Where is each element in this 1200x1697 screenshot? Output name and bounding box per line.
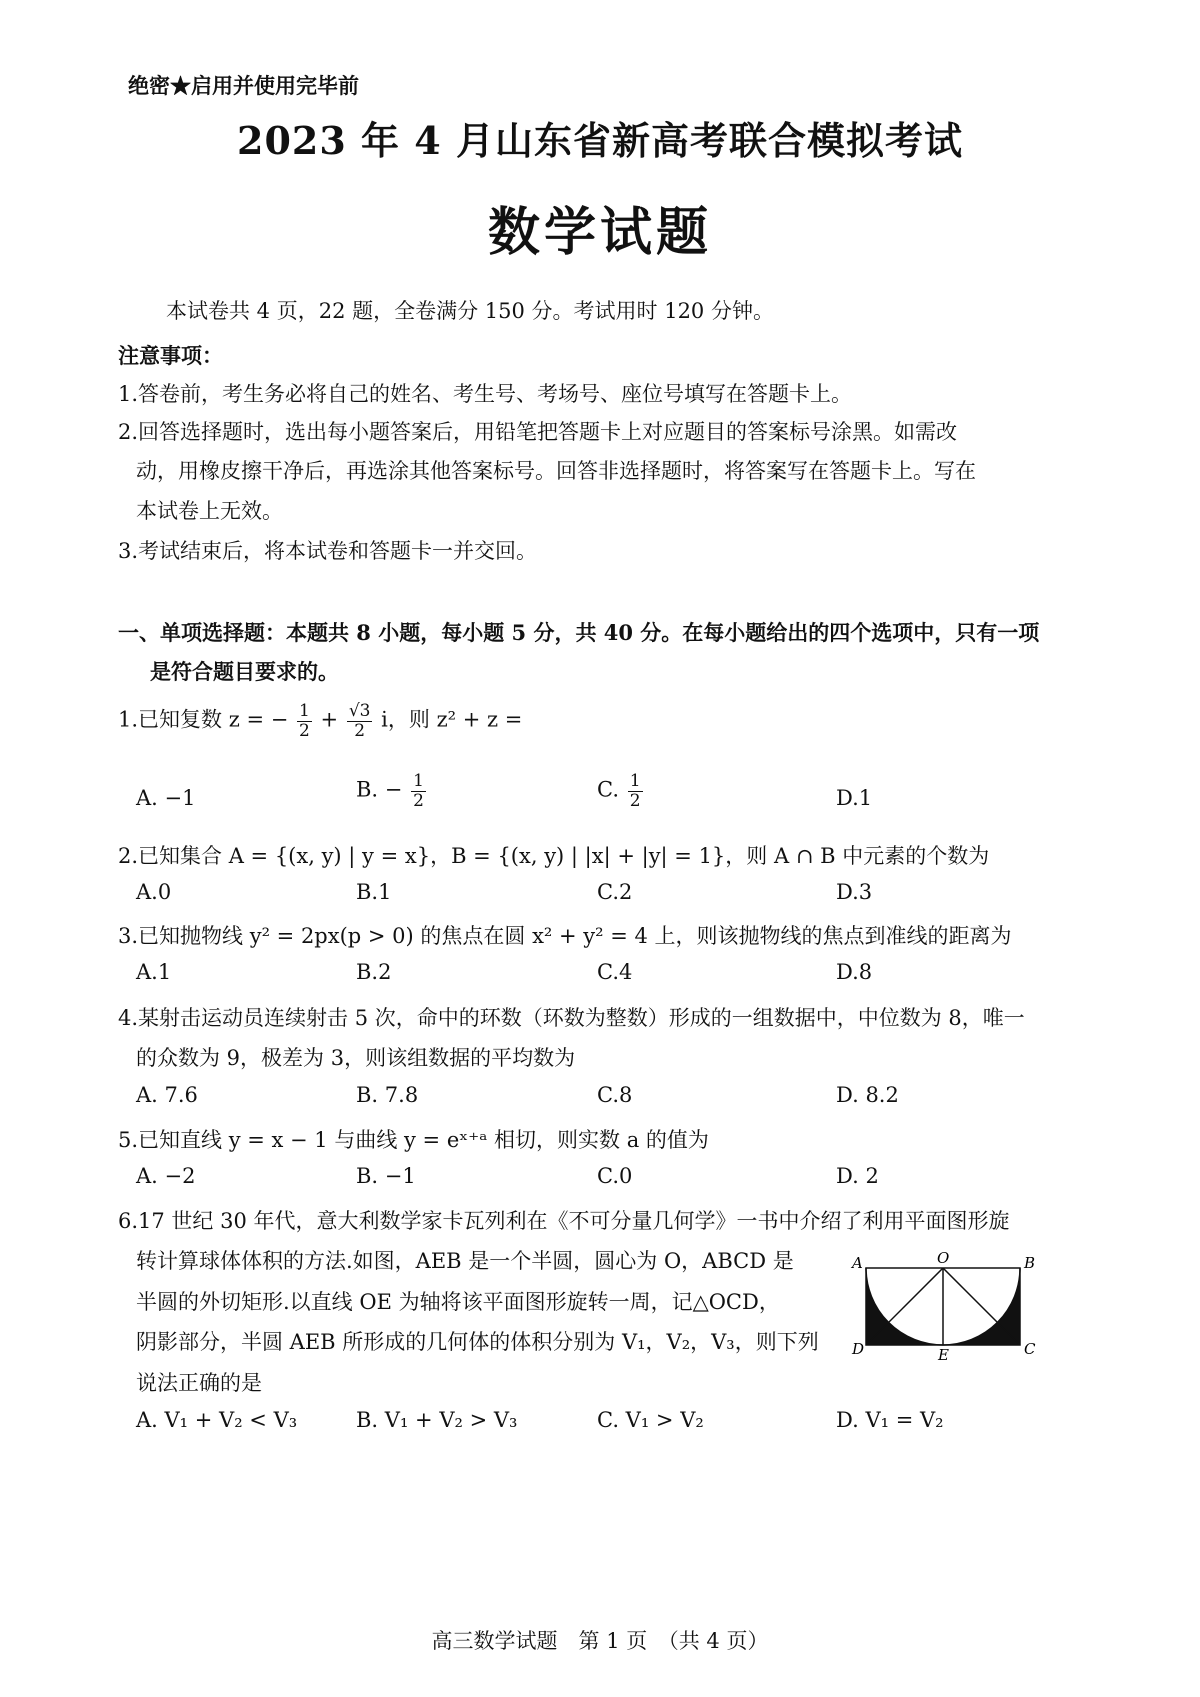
question-3: 3.已知抛物线 y² = 2px(p > 0) 的焦点在圆 x² + y² = 4 上，则该抛物线的焦点到准线的距离为 [118, 924, 1012, 948]
q5-option-c: C.0 [597, 1164, 633, 1188]
q1-option-b [356, 772, 428, 810]
q3-option-d: D.8 [836, 960, 873, 984]
question-6-line-5: 说法正确的是 [136, 1371, 262, 1395]
section-1-heading: 一、单项选择题：本题共 8 小题，每小题 5 分，共 40 分。在每小题给出的四个选项中，只有一项 [118, 620, 1040, 645]
q1-c-fraction [628, 772, 643, 810]
label-b: B [1024, 1254, 1036, 1272]
question-6-line-4: 阴影部分，半圆 AEB 所形成的几何体的体积分别为 V₁，V₂，V₃，则下列 [136, 1330, 819, 1354]
question-6-line-1: 6.17 世纪 30 年代，意大利数学家卡瓦列利在《不可分量几何学》一书中介绍了利用平面图形旋 [118, 1209, 1010, 1233]
q1-b-num: 1 [413, 771, 424, 791]
subject-title: 数学试题 [487, 202, 712, 263]
q6-option-b: B. V₁ + V₂ > V₃ [356, 1408, 518, 1432]
q1-b-den: 2 [413, 790, 424, 811]
note-2-line-1: 2.回答选择题时，选出每小题答案后，用铅笔把答题卡上对应题目的答案标号涂黑。如需改 [118, 420, 958, 444]
label-o: O [937, 1250, 950, 1267]
label-a: A [852, 1254, 863, 1272]
q5-option-d: D. 2 [836, 1164, 879, 1188]
q2-option-a: A.0 [136, 880, 172, 904]
q4-option-d: D. 8.2 [836, 1083, 899, 1107]
q1-f2-num: √3 [348, 701, 371, 721]
q4-option-b: B. 7.8 [356, 1083, 419, 1107]
q2-option-b: B.1 [356, 880, 392, 904]
q1-c-num: 1 [629, 771, 641, 791]
label-e: E [938, 1346, 949, 1362]
section-1-heading-cont: 是符合题目要求的。 [150, 659, 339, 684]
segment-od [866, 1268, 943, 1345]
question-5: 5.已知直线 y = x − 1 与曲线 y = eˣ⁺ᵃ 相切，则实数 a 的值为 [118, 1128, 709, 1152]
note-2-line-3: 本试卷上无效。 [136, 499, 283, 523]
q1-b-fraction [411, 772, 426, 810]
q2-option-c: C.2 [597, 880, 633, 904]
notes-heading: 注意事项： [118, 343, 223, 368]
q1-b-prefix: B. − [356, 777, 403, 802]
q2-option-d: D.3 [836, 880, 873, 904]
exam-title: 2023 年 4 月山东省新高考联合模拟考试 [237, 118, 963, 163]
q6-option-c: C. V₁ > V₂ [597, 1408, 704, 1432]
q3-option-b: B.2 [356, 960, 392, 984]
page-footer: 高三数学试题 第 1 页 （共 4 页） [431, 1629, 769, 1653]
q1-option-d: D.1 [836, 786, 873, 810]
q1-fraction-2 [347, 702, 373, 740]
q1-f1-num: 1 [299, 701, 310, 721]
segment-oc [943, 1268, 1020, 1345]
semicircle-rectangle-figure [848, 1250, 1038, 1362]
q1-prefix: 1.已知复数 z = − [118, 707, 289, 732]
question-2: 2.已知集合 A = {(x, y) | y = x}，B = {(x, y) | |x| + |y| = 1}，则 A ∩ B 中元素的个数为 [118, 844, 990, 868]
q3-option-a: A.1 [136, 960, 172, 984]
q3-option-c: C.4 [597, 960, 633, 984]
q1-fraction-1 [297, 702, 312, 740]
question-6-line-3: 半圆的外切矩形.以直线 OE 为轴将该平面图形旋转一周，记△OCD， [136, 1290, 780, 1314]
q1-f2-den: 2 [354, 720, 366, 741]
q1-plus: + [320, 707, 339, 732]
label-c: C [1024, 1340, 1036, 1358]
q1-option-c [597, 772, 645, 810]
q5-option-b: B. −1 [356, 1164, 416, 1188]
exam-intro: 本试卷共 4 页，22 题，全卷满分 150 分。考试用时 120 分钟。 [166, 299, 774, 323]
q1-c-den: 2 [629, 790, 641, 811]
q5-option-a: A. −2 [136, 1164, 196, 1188]
q4-option-a: A. 7.6 [136, 1083, 198, 1107]
note-1: 1.答卷前，考生务必将自己的姓名、考生号、考场号、座位号填写在答题卡上。 [118, 382, 853, 406]
question-4-line-1: 4.某射击运动员连续射击 5 次，命中的环数（环数为整数）形成的一组数据中，中位数为 8，唯一 [118, 1006, 1025, 1030]
question-1 [118, 702, 522, 740]
q1-f1-den: 2 [299, 720, 310, 741]
q6-option-d: D. V₁ = V₂ [836, 1408, 944, 1432]
q1-c-prefix: C. [597, 777, 619, 802]
confidential-label: 绝密★启用并使用完毕前 [128, 73, 359, 98]
q1-suffix: i，则 z² + z = [381, 707, 523, 732]
q4-option-c: C.8 [597, 1083, 633, 1107]
q6-option-a: A. V₁ + V₂ < V₃ [136, 1408, 298, 1432]
note-3: 3.考试结束后，将本试卷和答题卡一并交回。 [118, 539, 538, 563]
question-4-line-2: 的众数为 9，极差为 3，则该组数据的平均数为 [136, 1046, 576, 1070]
note-2-line-2: 动，用橡皮擦干净后，再选涂其他答案标号。回答非选择题时，将答案写在答题卡上。写在 [136, 459, 976, 483]
q1-option-a: A. −1 [136, 786, 196, 810]
question-6-line-2: 转计算球体体积的方法.如图，AEB 是一个半圆，圆心为 O，ABCD 是 [136, 1249, 794, 1273]
label-d: D [852, 1340, 865, 1358]
